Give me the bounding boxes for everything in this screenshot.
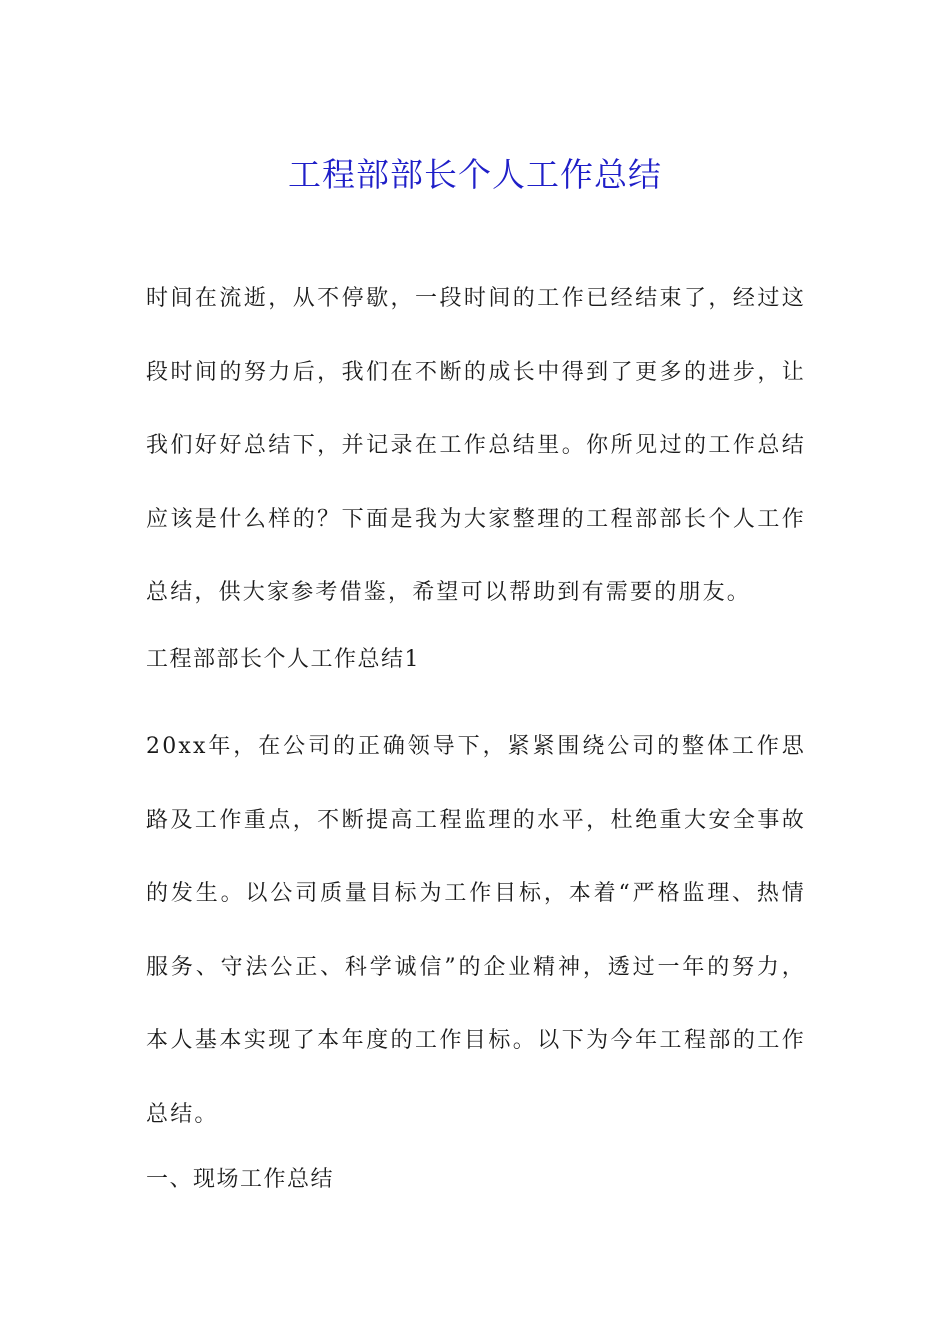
section-heading-field-work: 一、现场工作总结: [146, 1167, 335, 1192]
summary-heading-1: 工程部部长个人工作总结1: [146, 647, 420, 672]
summary-paragraph-1: 20xx年，在公司的正确领导下，紧紧围绕公司的整体工作思路及工作重点，不断提高工程监理的水平，杜绝重大安全事故的发生。以公司质量目标为工作目标，本着“严格监理、热情服务、守法公正、科学诚信”的企业精神，透过一年的努力，本人基本实现了本年度的工作目标。以下为今年工程部的工作总结。: [146, 734, 806, 1127]
intro-paragraph: 时间在流逝，从不停歇，一段时间的工作已经结束了，经过这段时间的努力后，我们在不断的成长中得到了更多的进步，让我们好好总结下，并记录在工作总结里。你所见过的工作总结应该是什么样的？下面是我为大家整理的工程部部长个人工作总结，供大家参考借鉴，希望可以帮助到有需要的朋友。: [146, 286, 806, 605]
document-title: 工程部部长个人工作总结: [288, 155, 662, 195]
